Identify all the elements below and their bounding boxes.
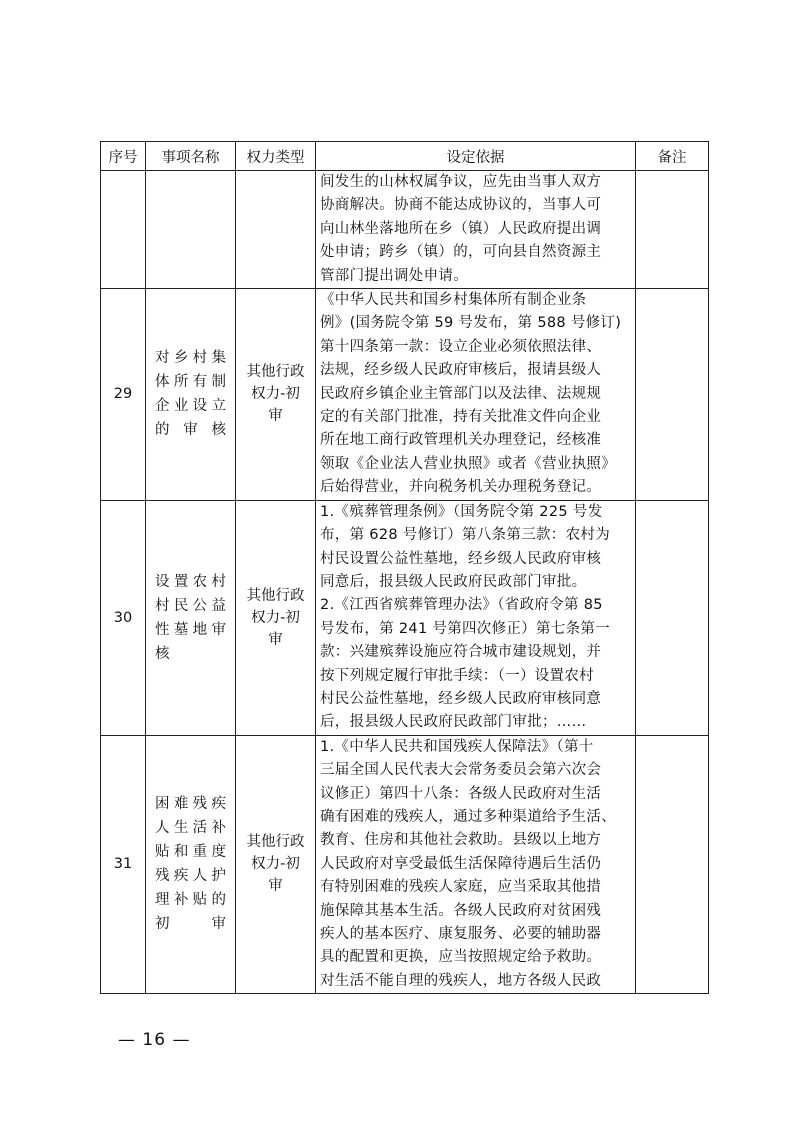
remarks — [636, 289, 709, 501]
item-name-line: 贴和重度 — [155, 844, 226, 861]
legal-basis-line: 村民公益性墓地，经乡级人民政府审核同意 — [320, 690, 602, 707]
item-name-line: 的审核 — [155, 422, 226, 439]
item-name-line: 理补贴的 — [155, 892, 226, 909]
item-name-line: 体所有制 — [155, 374, 226, 391]
legal-basis-line: 所在地工商行政管理机关办理登记，经核准 — [320, 432, 602, 449]
legal-basis-line: 号发布，第 241 号第四次修正）第七条第一 — [320, 620, 610, 637]
power-type-line: 其他行政 — [246, 364, 305, 381]
power-type-line: 审 — [268, 408, 283, 425]
legal-basis — [316, 289, 636, 501]
row-number — [101, 171, 146, 289]
power-type-line: 审 — [268, 878, 283, 895]
legal-basis-line: 村民设置公益性墓地，经乡级人民政府审核 — [320, 550, 602, 567]
item-name — [146, 289, 236, 501]
header-item-name: 事项名称 — [146, 142, 236, 171]
legal-basis-line: 施保障其基本生活。各级人民政府对贫困残 — [320, 902, 602, 919]
legal-basis-line: 第十四条第一款：设立企业必须依照法律、 — [320, 338, 602, 355]
power-type — [236, 500, 316, 735]
legal-basis-line: 具的配置和更换，应当按照规定给予救助。 — [320, 949, 602, 966]
header-legal-basis: 设定依据 — [316, 142, 636, 171]
row-number: 29 — [101, 289, 146, 501]
item-name-line: 村民公益 — [155, 597, 226, 614]
table-row — [101, 171, 709, 289]
legal-basis-line: 三届全国人民代表大会常务委员会第六次会 — [320, 762, 602, 779]
remarks — [636, 735, 709, 993]
item-name-line: 性墓地审 — [155, 621, 226, 638]
legal-basis-line: 对生活不能自理的残疾人，地方各级人民政 — [320, 972, 602, 989]
legal-basis-line: 定的有关部门批准，持有关批准文件向企业 — [320, 409, 602, 426]
table-header-row — [101, 142, 709, 171]
item-name-line: 企业设立 — [155, 398, 226, 415]
item-name-line: 人生活补 — [155, 820, 226, 837]
item-name-line: 对乡村集 — [155, 350, 226, 367]
legal-basis-line: 同意后，报县级人民政府民政部门审批。 — [320, 573, 587, 590]
remarks — [636, 500, 709, 735]
legal-basis-line: 民政府乡镇企业主管部门以及法律、法规规 — [320, 385, 602, 402]
items-table — [100, 141, 709, 994]
legal-basis — [316, 500, 636, 735]
legal-basis-line: 布，第 628 号修订）第八条第三款：农村为 — [320, 527, 610, 544]
legal-basis-line: 《中华人民共和国乡村集体所有制企业条 — [320, 292, 587, 309]
legal-basis-line: 人民政府对享受最低生活保障待遇后生活仍 — [320, 855, 602, 872]
legal-basis-line: 向山林坐落地所在乡（镇）人民政府提出调 — [320, 220, 602, 237]
power-type-line: 权力-初 — [251, 386, 300, 403]
legal-basis-line: 领取《企业法人营业执照》或者《营业执照》 — [320, 455, 616, 472]
header-remarks: 备注 — [636, 142, 709, 171]
legal-basis-line: 按下列规定履行审批手续：（一）设置农村 — [320, 667, 594, 684]
power-type-line: 权力-初 — [251, 856, 300, 873]
legal-basis-line: 2.《江西省殡葬管理办法》（省政府令第 85 — [320, 597, 603, 614]
item-name-line: 设置农村 — [155, 573, 226, 590]
item-name — [146, 171, 236, 289]
legal-basis-line: 协商解决。协商不能达成协议的，当事人可 — [320, 197, 602, 214]
legal-basis-line: 处申请；跨乡（镇）的，可向县自然资源主 — [320, 244, 602, 261]
legal-basis — [316, 171, 636, 289]
header-number: 序号 — [101, 142, 146, 171]
power-type — [236, 171, 316, 289]
item-name-line: 困难残疾 — [155, 796, 226, 813]
legal-basis-line: 后始得营业，并向税务机关办理税务登记。 — [320, 479, 602, 496]
legal-basis — [316, 735, 636, 993]
item-name-line: 残疾人护 — [155, 868, 226, 885]
row-number: 31 — [101, 735, 146, 993]
legal-basis-line: 管部门提出调处申请。 — [320, 267, 468, 284]
legal-basis-line: 1.《殡葬管理条例》（国务院令第 225 号发 — [320, 503, 603, 520]
item-name — [146, 500, 236, 735]
power-type-line: 其他行政 — [246, 587, 305, 604]
legal-basis-line: 有特别困难的残疾人家庭，应当采取其他措 — [320, 879, 602, 896]
legal-basis-line: 教育、住房和其他社会救助。县级以上地方 — [320, 832, 602, 849]
table-row — [101, 735, 709, 993]
legal-basis-line: 间发生的山林权属争议，应先由当事人双方 — [320, 174, 602, 190]
item-name — [146, 735, 236, 993]
legal-basis-line: 款：兴建殡葬设施应符合城市建设规划，并 — [320, 644, 602, 661]
legal-basis-line: 后，报县级人民政府民政部门审批；…… — [320, 714, 587, 731]
power-type-line: 审 — [268, 631, 283, 648]
legal-basis-line: 议修正）第四十八条：各级人民政府对生活 — [320, 785, 602, 802]
remarks — [636, 171, 709, 289]
legal-basis-line: 例》(国务院令第 59 号发布，第 588 号修订) — [320, 315, 622, 332]
header-power-type: 权力类型 — [236, 142, 316, 171]
power-type — [236, 289, 316, 501]
item-name-line: 核 — [155, 645, 170, 662]
power-type-line: 权力-初 — [251, 609, 300, 626]
legal-basis-line: 疾人的基本医疗、康复服务、必要的辅助器 — [320, 926, 602, 942]
power-type — [236, 735, 316, 993]
power-type-line: 其他行政 — [246, 834, 305, 851]
item-name-line: 初审 — [155, 916, 226, 933]
page-number: — 16 — — [118, 1030, 191, 1050]
table-row — [101, 289, 709, 501]
legal-basis-line: 法规，经乡级人民政府审核后，报请县级人 — [320, 362, 602, 379]
row-number: 30 — [101, 500, 146, 735]
legal-basis-line: 1.《中华人民共和国残疾人保障法》（第十 — [320, 738, 594, 755]
legal-basis-line: 确有困难的残疾人，通过多种渠道给予生活、 — [320, 808, 616, 825]
table-row — [101, 500, 709, 735]
